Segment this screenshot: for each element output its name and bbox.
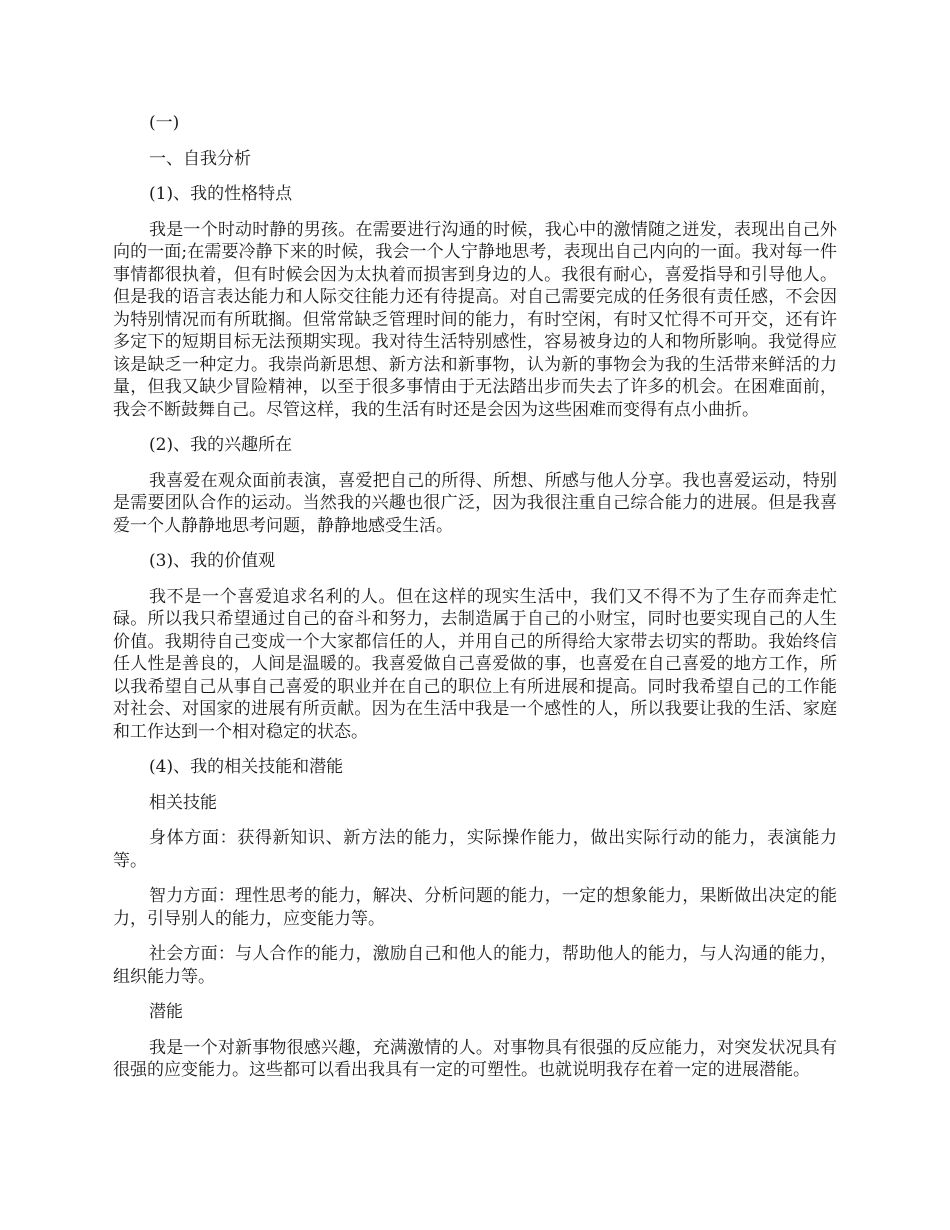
part-title: 一、自我分析 (149, 148, 251, 169)
interests-heading: (2)、我的兴趣所在 (149, 435, 293, 455)
values-paragraph: 我不是一个喜爱追求名利的人。但在这样的现实生活中，我们又不得不为了生存而奔走忙碌。所以我只希望通过自己的奋斗和努力，去制造属于自己的小财宝，同时也要实现自己的人生价值。我期待自己变成一个大家都信任的人，并用自己的所得给大家带去切实的帮助。我始终信任人性是善良的，人间是温暖的。我喜爱做自己喜爱做的事，也喜爱在自己喜爱的地方工作，所以我希望自己从事自己喜爱的职业并在自己的职位上有所进展和提高。同时我希望自己的工作能对社会、对国家的进展有所贡献。因为在生活中我是一个感性的人，所以我要让我的生活、家庭和工作达到一个相对稳定的状态。 (113, 586, 837, 742)
physical-skills-paragraph: 身体方面：获得新知识、新方法的能力，实际操作能力，做出实际行动的能力，表演能力等。 (113, 828, 837, 871)
skills-heading: (4)、我的相关技能和潜能 (149, 757, 344, 777)
section-marker: (一) (149, 113, 180, 133)
values-heading: (3)、我的价值观 (149, 551, 276, 571)
intellectual-skills-paragraph: 智力方面：理性思考的能力，解决、分析问题的能力，一定的想象能力，果断做出决定的能力，引导别人的能力，应变能力等。 (113, 886, 837, 929)
document-body (113, 112, 837, 1095)
related-skills-title: 相关技能 (149, 792, 217, 813)
personality-paragraph: 我是一个时动时静的男孩。在需要进行沟通的时候，我心中的激情随之迸发，表现出自己外向的一面;在需要冷静下来的时候，我会一个人宁静地思考，表现出自己内向的一面。我对每一件事情都很执着，但有时候会因为太执着而损害到身边的人。我很有耐心，喜爱指导和引导他人。但是我的语言表达能力和人际交往能力还有待提高。对自己需要完成的任务很有责任感，不会因为特别情况而有所耽搁。但常常缺乏管理时间的能力，有时空闲，有时又忙得不可开交，还有许多定下的短期目标无法预期实现。我对待生活特别感性，容易被身边的人和物所影响。我觉得应该是缺乏一种定力。我崇尚新思想、新方法和新事物，认为新的事物会为我的生活带来鲜活的力量，但我又缺少冒险精神，以至于很多事情由于无法踏出步而失去了许多的机会。在困难面前，我会不断鼓舞自己。尽管这样，我的生活有时还是会因为这些困难而变得有点小曲折。 (113, 219, 837, 420)
social-skills-paragraph: 社会方面：与人合作的能力，激励自己和他人的能力，帮助他人的能力，与人沟通的能力，组织能力等。 (113, 944, 837, 987)
potential-title: 潜能 (149, 1002, 183, 1022)
potential-paragraph: 我是一个对新事物很感兴趣，充满激情的人。对事物具有很强的反应能力，对突发状况具有很强的应变能力。这些都可以看出我具有一定的可塑性。也就说明我存在着一定的进展潜能。 (113, 1037, 837, 1080)
interests-paragraph: 我喜爱在观众面前表演，喜爱把自己的所得、所想、所感与他人分享。我也喜爱运动，特别是需要团队合作的运动。当然我的兴趣也很广泛，因为我很注重自己综合能力的进展。但是我喜爱一个人静静地思考问题，静静地感受生活。 (113, 470, 837, 536)
personality-heading: (1)、我的性格特点 (149, 184, 293, 204)
